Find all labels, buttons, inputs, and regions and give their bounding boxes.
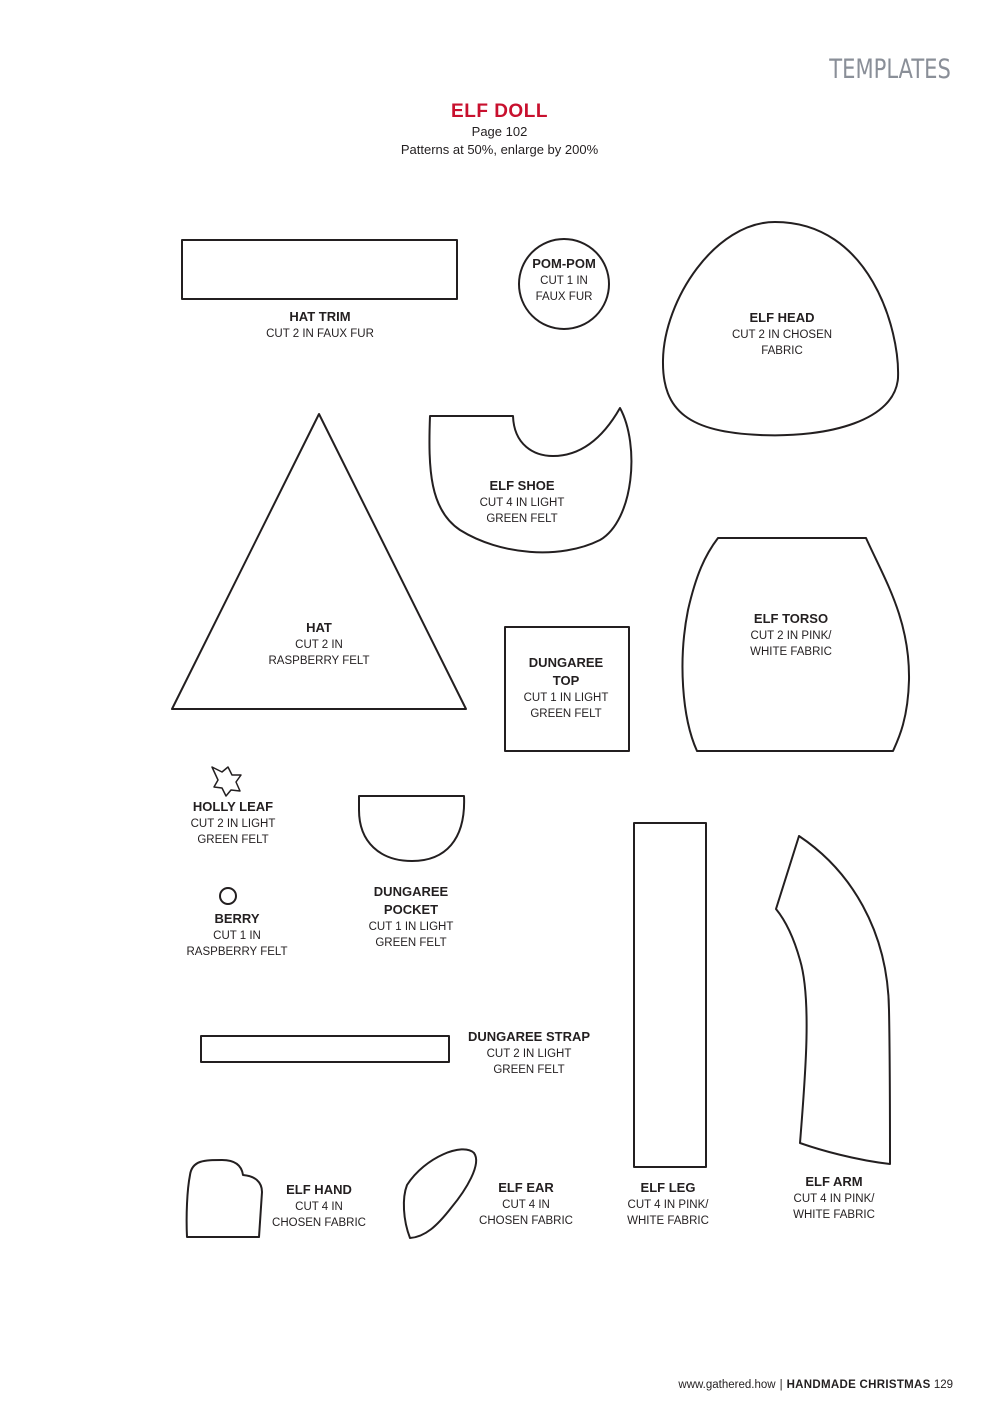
elf-arm-label — [749, 1173, 919, 1223]
section-label: TEMPLATES — [829, 54, 951, 85]
page-title: ELF DOLL — [451, 101, 548, 122]
scale-note: Patterns at 50%, enlarge by 200% — [400, 142, 599, 157]
piece-instructions: CUT 4 IN CHOSEN FABRIC — [272, 1201, 366, 1229]
holly-leaf-label — [148, 798, 318, 848]
piece-instructions: CUT 4 IN PINK/ WHITE FABRIC — [793, 1193, 875, 1221]
piece-name: ELF ARM — [805, 1174, 863, 1189]
page-reference: Page 102 — [471, 124, 528, 139]
piece-name: POM-POM — [532, 256, 596, 271]
piece-name: ELF HAND — [286, 1182, 352, 1197]
footer-page-number: 129 — [933, 1379, 953, 1391]
piece-name: HAT TRIM — [289, 309, 351, 324]
piece-instructions: CUT 2 IN PINK/ WHITE FABRIC — [750, 630, 832, 658]
piece-name: HAT — [306, 620, 332, 635]
hat-trim-label — [235, 308, 405, 342]
elf-torso-label — [706, 610, 876, 660]
dungaree-pocket-label — [326, 883, 496, 951]
piece-instructions: CUT 2 IN RASPBERRY FELT — [268, 639, 370, 667]
piece-name: DUNGAREE TOP — [528, 655, 604, 688]
piece-name: ELF HEAD — [749, 310, 815, 325]
piece-instructions: CUT 2 IN LIGHT GREEN FELT — [486, 1048, 572, 1076]
piece-name: DUNGAREE POCKET — [373, 884, 449, 917]
piece-name: ELF SHOE — [489, 478, 555, 493]
piece-instructions: CUT 2 IN LIGHT GREEN FELT — [190, 818, 276, 846]
piece-name: ELF TORSO — [753, 611, 829, 626]
piece-instructions: CUT 1 IN LIGHT GREEN FELT — [368, 921, 454, 949]
footer-url[interactable]: www.gathered.how — [678, 1379, 776, 1391]
elf-arm-shape — [776, 836, 890, 1164]
piece-instructions: CUT 2 IN CHOSEN FABRIC — [731, 329, 833, 357]
dungaree-top-label — [481, 654, 651, 722]
piece-instructions: CUT 4 IN PINK/ WHITE FABRIC — [627, 1199, 709, 1227]
dungaree-strap-label — [444, 1028, 614, 1078]
pom-pom-label — [479, 255, 649, 305]
berry-shape — [220, 888, 236, 904]
piece-instructions: CUT 1 IN RASPBERRY FELT — [186, 930, 288, 958]
piece-instructions: CUT 1 IN LIGHT GREEN FELT — [523, 692, 609, 720]
footer-separator: | — [779, 1379, 783, 1391]
piece-name: ELF LEG — [640, 1180, 696, 1195]
holly-leaf-shape — [212, 767, 241, 796]
piece-name: BERRY — [214, 911, 260, 926]
elf-head-label — [697, 309, 867, 359]
piece-instructions: CUT 4 IN LIGHT GREEN FELT — [479, 497, 565, 525]
footer-magazine: HANDMADE CHRISTMAS — [786, 1379, 931, 1391]
dungaree-pocket-shape — [359, 796, 464, 861]
dungaree-strap-shape — [201, 1036, 449, 1062]
elf-leg-label — [583, 1179, 753, 1229]
piece-instructions: CUT 4 IN CHOSEN FABRIC — [479, 1199, 573, 1227]
elf-hand-label — [234, 1181, 404, 1231]
piece-name: HOLLY LEAF — [192, 799, 274, 814]
elf-leg-shape — [634, 823, 706, 1167]
elf-shoe-label — [437, 477, 607, 527]
hat-trim-shape — [182, 240, 457, 299]
piece-instructions: CUT 1 IN FAUX FUR — [535, 275, 593, 303]
piece-name: ELF EAR — [498, 1180, 554, 1195]
piece-name: DUNGAREE STRAP — [467, 1029, 591, 1044]
piece-instructions: CUT 2 IN FAUX FUR — [266, 328, 374, 340]
page-footer — [678, 1379, 953, 1391]
berry-label — [152, 910, 322, 960]
hat-label — [234, 619, 404, 669]
